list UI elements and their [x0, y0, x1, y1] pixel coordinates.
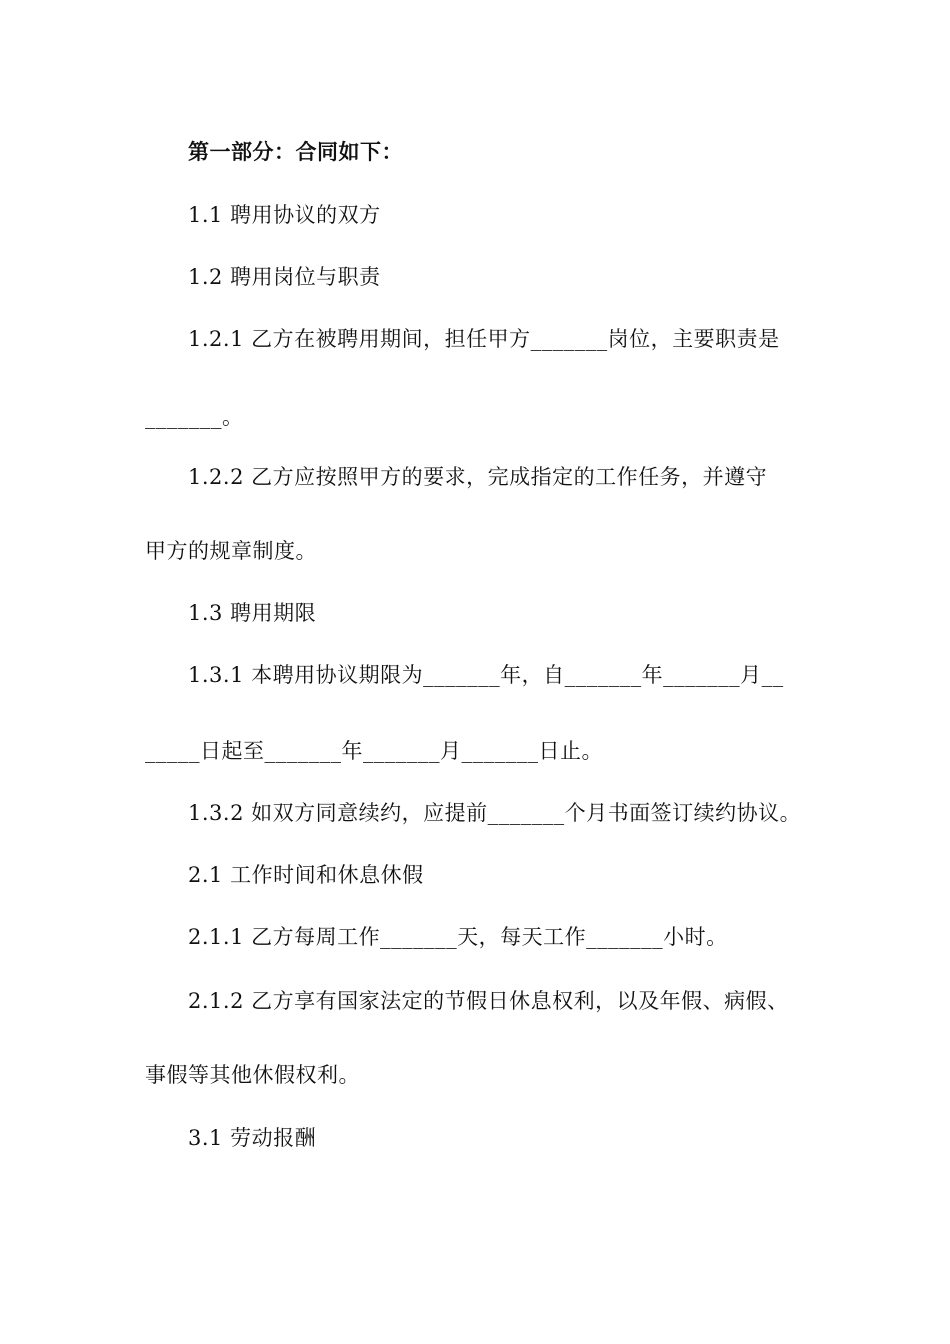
section-heading: 第一部分：合同如下： — [188, 140, 403, 164]
clause-1-1: 1.1 聘用协议的双方 — [188, 203, 381, 227]
clause-2-1: 2.1 工作时间和休息休假 — [188, 863, 424, 887]
clause-2-1-1: 2.1.1 乙方每周工作_______天，每天工作_______小时。 — [188, 925, 728, 949]
clause-2-1-2: 2.1.2 乙方享有国家法定的节假日休息权利，以及年假、病假、 — [188, 989, 789, 1013]
clause-1-2-1: 1.2.1 乙方在被聘用期间，担任甲方_______岗位，主要职责是 — [188, 327, 780, 351]
clause-1-3-1-continued: _____日起至_______年_______月_______日止。 — [145, 739, 603, 763]
clause-1-2-1-continued: _______。 — [145, 405, 244, 429]
clause-2-1-2-continued: 事假等其他休假权利。 — [145, 1063, 360, 1087]
clause-1-3-2: 1.3.2 如双方同意续约，应提前_______个月书面签订续约协议。 — [188, 801, 802, 825]
clause-1-2-2: 1.2.2 乙方应按照甲方的要求，完成指定的工作任务，并遵守 — [188, 465, 768, 489]
clause-3-1: 3.1 劳动报酬 — [188, 1126, 317, 1150]
clause-1-3: 1.3 聘用期限 — [188, 601, 317, 625]
clause-1-2-2-continued: 甲方的规章制度。 — [145, 539, 317, 563]
clause-1-3-1: 1.3.1 本聘用协议期限为_______年，自_______年_______月__ — [188, 663, 784, 687]
clause-1-2: 1.2 聘用岗位与职责 — [188, 265, 381, 289]
